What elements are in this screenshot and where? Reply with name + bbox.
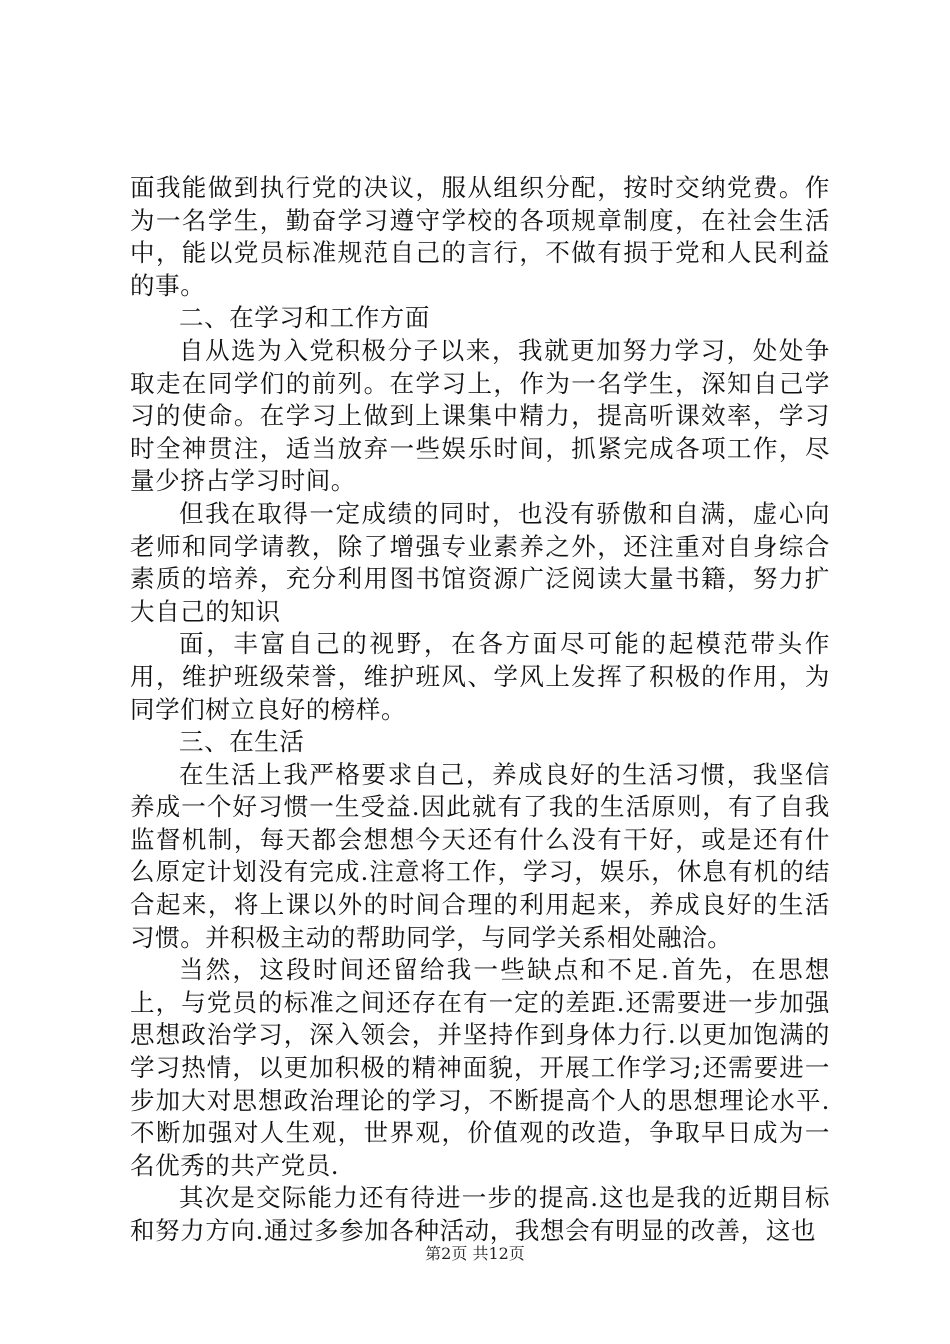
paragraph-1: 面我能做到执行党的决议，服从组织分配，按时交纳党费。作为一名学生，勤奋学习遵守学校的各项规章制度，在社会生活中，能以党员标准规范自己的言行，不做有损于党和人民利益的事。 [130,173,830,300]
paragraph-5: 面，丰富自己的视野，在各方面尽可能的起模范带头作用，维护班级荣誉，维护班风、学风上发挥了积极的作用，为同学们树立良好的榜样。 [130,629,830,724]
paragraph-4: 但我在取得一定成绩的同时，也没有骄傲和自满，虚心向老师和同学请教，除了增强专业素养之外，还注重对自身综合素质的培养，充分利用图书馆资源广泛阅读大量书籍，努力扩大自己的知识 [130,498,830,626]
section-heading-study-work: 二、在学习和工作方面 [179,303,430,333]
page-number-footer: 第2页 共12页 [425,1244,525,1263]
paragraph-3: 自从选为入党积极分子以来，我就更加努力学习，处处争取走在同学们的前列。在学习上，作为一名学生，深知自己学习的使命。在学习上做到上课集中精力，提高听课效率，学习时全神贯注，适当放弃一些娱乐时间，抓紧完成各项工作，尽量少挤占学习时间。 [130,335,830,496]
section-heading-life: 三、在生活 [179,727,305,757]
paragraph-7: 在生活上我严格要求自己，养成良好的生活习惯，我坚信养成一个好习惯一生受益.因此就有了我的生活原则，有了自我监督机制，每天都会想想今天还有什么没有干好，或是还有什么原定计划没有完成.注意将工作，学习，娱乐，休息有机的结合起来，将上课以外的时间合理的利用起来，养成良好的生活习惯。并积极主动的帮助同学，与同学关系相处融洽。 [130,759,830,952]
document-body [130,172,830,1248]
paragraph-8: 当然，这段时间还留给我一些缺点和不足.首先，在思想上，与党员的标准之间还存在有一定的差距.还需要进一步加强思想政治学习，深入领会，并坚持作到身体力行.以更加饱满的学习热情，以更加积极的精神面貌，开展工作学习;还需要进一步加大对思想政治理论的学习，不断提高个人的思想理论水平.不断加强对人生观，世界观，价值观的改造，争取早日成为一名优秀的共产党员. [130,955,830,1180]
paragraph-9: 其次是交际能力还有待进一步的提高.这也是我的近期目标和努力方向.通过多参加各种活动，我想会有明显的改善，这也 [130,1183,830,1245]
